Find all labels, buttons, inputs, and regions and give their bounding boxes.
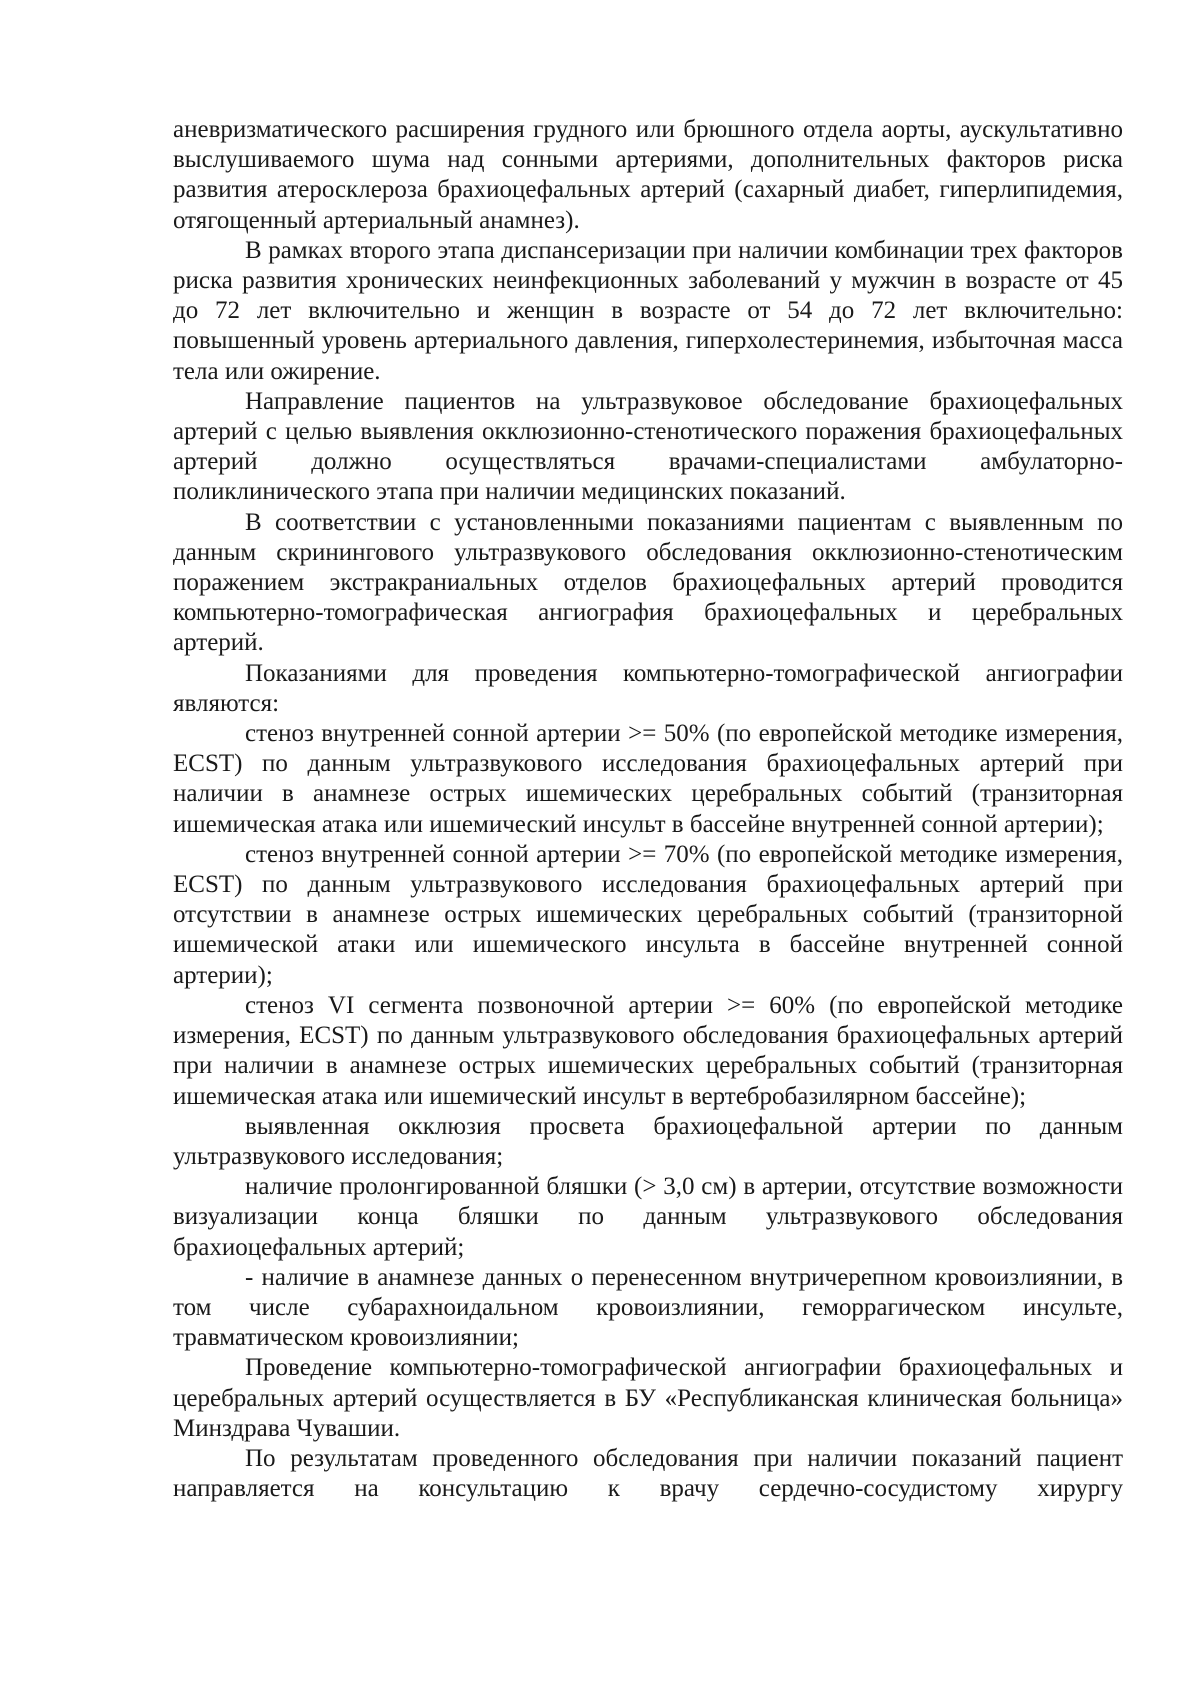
paragraph-ultrasound-referral: Направление пациентов на ультразвуковое обследование брахиоцефальных артерий с целью выявления окклюзионно-стенотического поражения брахиоцефальных артерий должно осуществляться врачами-специалистами амбулаторно-поликлинического этапа при наличии медицинских показаний. xyxy=(173,387,1123,506)
indication-item-prolonged-plaque: наличие пролонгированной бляшки (> 3,0 см) в артерии, отсутствие возможности визуализации конца бляшки по данным ультразвукового обследования брахиоцефальных артерий; xyxy=(173,1173,1123,1261)
indication-item-stenosis-70: стеноз внутренней сонной артерии >= 70% (по европейской методике измерения, ECST) по данным ультразвукового исследования брахиоцефальных артерий при отсутствии в анамнезе острых ишемических церебральных событий (транзиторной ишемической атаки или ишемического инсульта в бассейне внутренней сонной артерии); xyxy=(173,840,1123,989)
paragraph-ct-angiography: В соответствии с установленными показаниями пациентам с выявленным по данным скринингового ультразвукового обследования окклюзионно-стенотическим поражением экстракраниальных отделов брахиоцефальных артерий проводится компьютерно-томографическая ангиография брахиоцефальных и церебральных артерий. xyxy=(173,508,1123,657)
indication-item-occlusion: выявленная окклюзия просвета брахиоцефальной артерии по данным ультразвукового исследования; xyxy=(173,1112,1123,1170)
indication-item-stenosis-50: стеноз внутренней сонной артерии >= 50% (по европейской методике измерения, ECST) по данным ультразвукового исследования брахиоцефальных артерий при наличии в анамнезе острых ишемических церебральных событий (транзиторная ишемическая атака или ишемический инсульт в бассейне внутренней сонной артерии); xyxy=(173,720,1123,838)
paragraph-hospital-location: Проведение компьютерно-томографической ангиографии брахиоцефальных и церебральных артерий осуществляется в БУ «Республиканская клиническая больница» Минздрава Чувашии. xyxy=(173,1354,1123,1442)
paragraph-surgeon-referral: По результатам проведенного обследования при наличии показаний пациент направляется на консультацию к врачу сердечно-сосудистому хирургу xyxy=(173,1444,1123,1503)
indication-item-vertebral-stenosis: стеноз VI сегмента позвоночной артерии >= 60% (по европейской методике измерения, ECST) по данным ультразвукового обследования брахиоцефальных артерий при наличии в анамнезе острых ишемических церебральных событий (транзиторная ишемическая атака или ишемический инсульт в вертебробазилярном бассейне); xyxy=(173,991,1123,1110)
indication-item-hemorrhage-history: - наличие в анамнезе данных о перенесенном внутричерепном кровоизлиянии, в том числе субарахноидальном кровоизлиянии, геморрагическом инсульте, травматическом кровоизлиянии; xyxy=(173,1263,1123,1352)
paragraph-dispensary-second-stage: В рамках второго этапа диспансеризации при наличии комбинации трех факторов риска развития хронических неинфекционных заболеваний у мужчин в возрасте от 45 до 72 лет включительно и женщин в возрасте от 54 до 72 лет включительно: повышенный уровень артериального давления, гиперхолестеринемия, избыточная масса тела или ожирение. xyxy=(173,236,1123,385)
document-page xyxy=(173,115,1123,1504)
paragraph-aorta-risk-factors: аневризматического расширения грудного или брюшного отдела аорты, аускультативно выслушиваемого шума над сонными артериями, дополнительных факторов риска развития атеросклероза брахиоцефальных артерий (сахарный диабет, гиперлипидемия, отягощенный артериальный анамнез). xyxy=(173,116,1123,234)
paragraph-indications-intro: Показаниями для проведения компьютерно-томографической ангиографии являются: xyxy=(173,659,1123,717)
